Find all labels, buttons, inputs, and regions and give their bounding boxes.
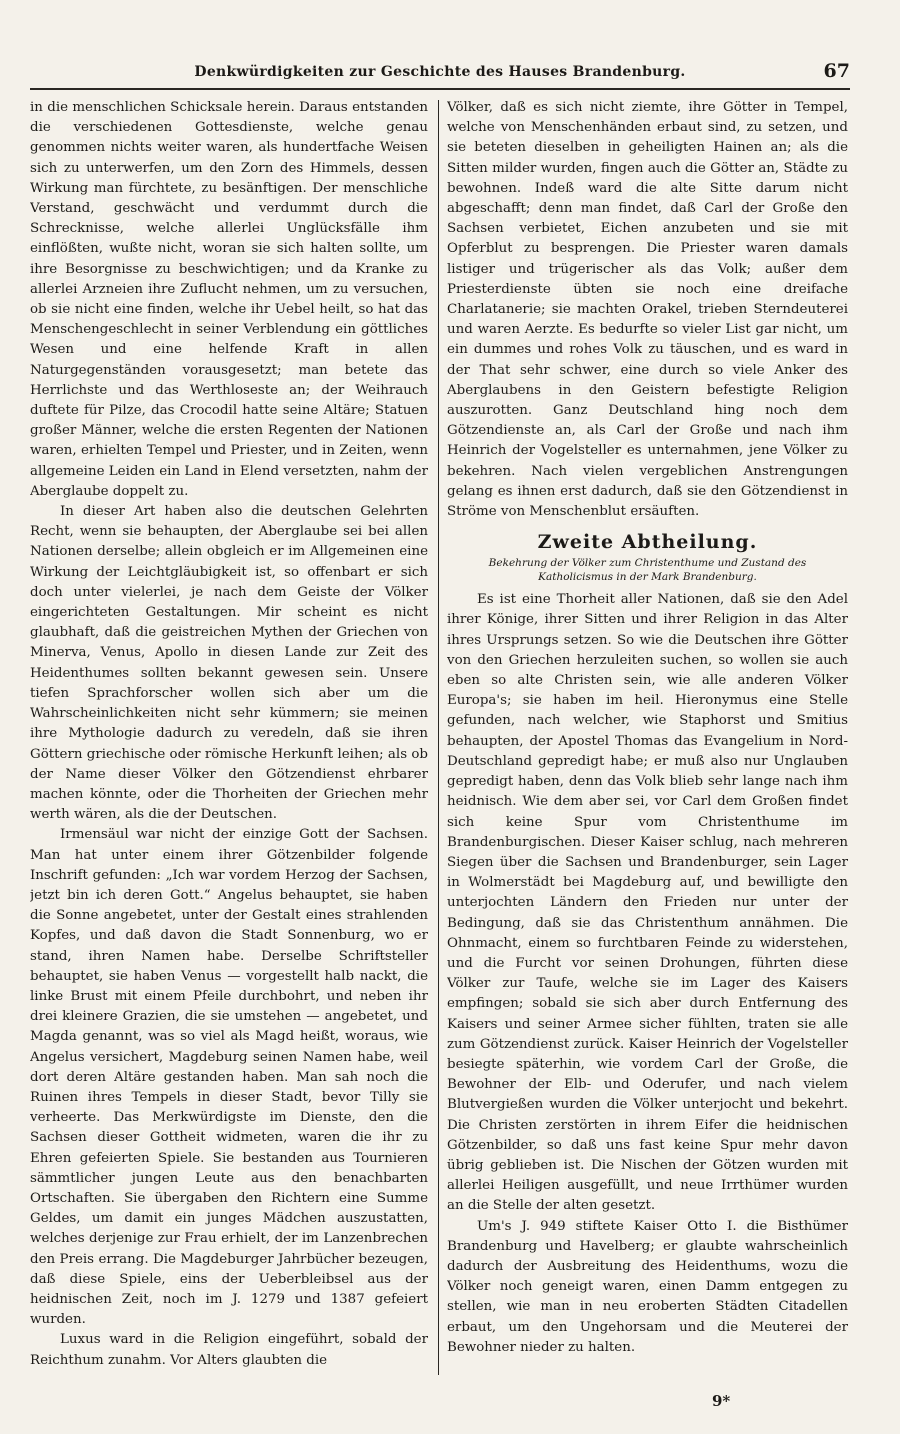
paragraph: Um's J. 949 stiftete Kaiser Otto I. die Bisthümer Brandenburg und Havelberg; er glaubte wahrscheinlich dadurch der Ausbreitung des Heidenthums, wozu die Völker noch geneigt waren, einen Damm entgegen zu stellen, wie man in neu eroberten Städten Citadellen erbaut, um den Ungehorsam und die Meuterei der Bewohner nieder zu halten. <box>447 1218 848 1355</box>
section-subtitle: Bekehrung der Völker zum Christenthume und Zustand des Katholicismus in der Mark Brandenburg. <box>488 557 807 584</box>
column-divider <box>438 100 439 1375</box>
running-title: Denkwürdigkeiten zur Geschichte des Hauses Brandenburg. <box>194 64 686 80</box>
page-number: 67 <box>823 60 850 82</box>
paragraph: Irmensäul war nicht der einzige Gott der Sachsen. Man hat unter einem ihrer Götzenbilder folgende Inschrift gefunden: „Ich war vordem Herzog der Sachsen, jetzt bin ich deren Gott.“ Angelus behauptet, sie haben die Sonne angebetet, unter der Gestalt eines strahlenden Kopfes, und daß davon die Stadt Sonnenburg, wo er stand, ihren Namen habe. Derselbe Schriftsteller behauptet, sie haben Venus — vorgestellt halb nackt, die linke Brust mit einem Pfeile durchbohrt, und neben ihr drei kleinere Grazien, die sie umstehen — angebetet, und Magda genannt, was so viel als Magd heißt, woraus, wie Angelus versichert, Magdeburg seinen Namen habe, weil dort deren Altäre gestanden haben. Man sah noch die Ruinen ihres Tempels in dieser Stadt, bevor Tilly sie verheerte. Das Merkwürdigste im Dienste, den die Sachsen dieser Gottheit widmeten, waren die ihr zu Ehren gefeierten Spiele. Sie bestanden aus Tournieren sämmtlicher jungen Leute aus den benachbarten Ortschaften. Sie übergaben den Richtern eine Summe Geldes, um damit ein junges Mädchen auszustatten, welches derjenige zur Frau erhielt, der im Lanzenbrechen den Preis errang. Die Magdeburger Jahrbücher bezeugen, daß diese Spiele, eins der Ueberbleibsel aus der heidnischen Zeit, noch im J. 1279 und 1387 gefeiert wurden. <box>30 827 428 1328</box>
running-header <box>30 62 850 90</box>
paragraph: Es ist eine Thorheit aller Nationen, daß sie den Adel ihrer Könige, ihrer Sitten und ihrer Religion in das Alter ihres Ursprungs setzen. So wie die Deutschen ihre Götter von den Griechen herzuleiten suchen, so wollen sie auch eben so alte Christen sein, wie alle anderen Völker Europa's; sie haben im heil. Hieronymus eine Stelle gefunden, nach welcher, wie Staphorst und Smitius behaupten, der Apostel Thomas das Evangelium in Nord-Deutschland gepredigt habe; er muß also nur Unglauben gepredigt haben, denn das Volk blieb sehr lange nach ihm heidnisch. Wie dem aber sei, vor Carl dem Großen findet sich keine Spur vom Christenthume im Brandenburgischen. Dieser Kaiser schlug, nach mehreren Siegen über die Sachsen und Brandenburger, sein Lager in Wolmerstädt bei Magdeburg auf, und bewilligte den unterjochten Ländern den Frieden nur unter der Bedingung, daß sie das Christenthum annähmen. Die Ohnmacht, einem so furchtbaren Feinde zu widerstehen, und die Furcht vor seinen Drohungen, führten diese Völker zur Taufe, welche sie im Lager des Kaisers empfingen; sobald sie sich aber durch Entfernung des Kaisers und seiner Armee sicher fühlten, traten sie alle zum Götzendienst zurück. Kaiser Heinrich der Vogelsteller besiegte späterhin, wie vordem Carl der Große, die Bewohner der Elb- und Oderufer, und nach vielem Blutvergießen wurden die Völker unterjocht und bekehrt. Die Christen zerstörten in ihrem Eifer die heidnischen Götzenbilder, so daß uns fast keine Spur mehr davon übrig geblieben ist. Die Nischen der Götzen wurden mit allerlei Heiligen ausgefüllt, und neue Irrthümer wurden an die Stelle der alten gesetzt. <box>447 592 848 1214</box>
paragraph: Luxus ward in die Religion eingeführt, sobald der Reichthum zunahm. Vor Alters glaubten die <box>30 1332 428 1368</box>
left-column <box>30 98 428 1386</box>
signature-mark: 9* <box>712 1392 731 1410</box>
paragraph: In dieser Art haben also die deutschen Gelehrten Recht, wenn sie behaupten, der Aberglaube sei bei allen Nationen derselbe; allein obgleich er im Allgemeinen eine Wirkung der Leichtgläubigkeit ist, so offenbart er sich doch unter vielerlei, je nach dem Geiste der Völker eingerichteten Gestaltungen. Mir scheint es nicht glaubhaft, daß die geistreichen Mythen der Griechen von Minerva, Venus, Apollo in diesen Lande zur Zeit des Heidenthumes sollten bekannt gewesen sein. Unsere tiefen Sprachforscher wollen sich aber um die Wahrscheinlichkeiten nicht sehr kümmern; sie meinen ihre Mythologie dadurch zu veredeln, daß sie ihren Göttern griechische oder römische Herkunft leihen; als ob der Name dieser Völker den Götzendienst ehrbarer machen könnte, oder die Thorheiten der Griechen mehr werth wären, als die der Deutschen. <box>30 504 428 823</box>
right-column <box>447 98 848 1386</box>
paragraph: Völker, daß es sich nicht ziemte, ihre Götter in Tempel, welche von Menschenhänden erbaut sind, zu setzen, und sie beteten dieselben in geheiligten Hainen an; als die Sitten milder wurden, fingen auch die Götter an, Städte zu bewohnen. Indeß ward die alte Sitte darum nicht abgeschafft; denn man findet, daß Carl der Große den Sachsen verbietet, Eichen anzubeten und sie mit Opferblut zu besprengen. Die Priester waren damals listiger und trügerischer als das Volk; außer dem Priesterdienste übten sie noch eine dreifache Charlatanerie; sie machten Orakel, trieben Sterndeuterei und waren Aerzte. Es bedurfte so vieler List gar nicht, um ein dummes und rohes Volk zu täuschen, und es ward in der That sehr schwer, eine durch so viele Anker des Aberglaubens in den Geistern befestigte Religion auszurotten. Ganz Deutschland hing noch dem Götzendienste an, als Carl der Große und nach ihm Heinrich der Vogelsteller es unternahmen, jene Völker zu bekehren. Nach vielen vergeblichen Anstrengungen gelang es ihnen erst dadurch, daß sie den Götzendienst in Ströme von Menschenblut ersäuften. <box>447 100 848 520</box>
section-heading: Zweite Abtheilung. <box>537 531 758 554</box>
paragraph: in die menschlichen Schicksale herein. Daraus entstanden die verschiedenen Gottesdienste, welche genau genommen nichts weiter waren, als hundertfache Weisen sich zu unterwerfen, um den Zorn des Himmels, dessen Wirkung man fürchtete, zu besänftigen. Der menschliche Verstand, geschwächt und verdummt durch die Schrecknisse, welche allerlei Unglücksfälle ihm einflößten, wußte nicht, woran sie sich halten sollte, um ihre Besorgnisse zu beschwichtigen; und da Kranke zu allerlei Arzneien ihre Zuflucht nehmen, um zu versuchen, ob sie nicht eine finden, welche ihr Uebel heilt, so hat das Menschengeschlecht in seiner Verblendung ein göttliches Wesen und eine helfende Kraft in allen Naturgegenständen vorausgesetzt; man betete das Herrlichste und das Werthloseste an; der Weihrauch duftete für Pilze, das Crocodil hatte seine Altäre; Statuen großer Männer, welche die ersten Regenten der Nationen waren, erhielten Tempel und Priester, und in Zeiten, wenn allgemeine Leiden ein Land in Elend versetzten, nahm der Aberglaube doppelt zu. <box>30 100 428 499</box>
